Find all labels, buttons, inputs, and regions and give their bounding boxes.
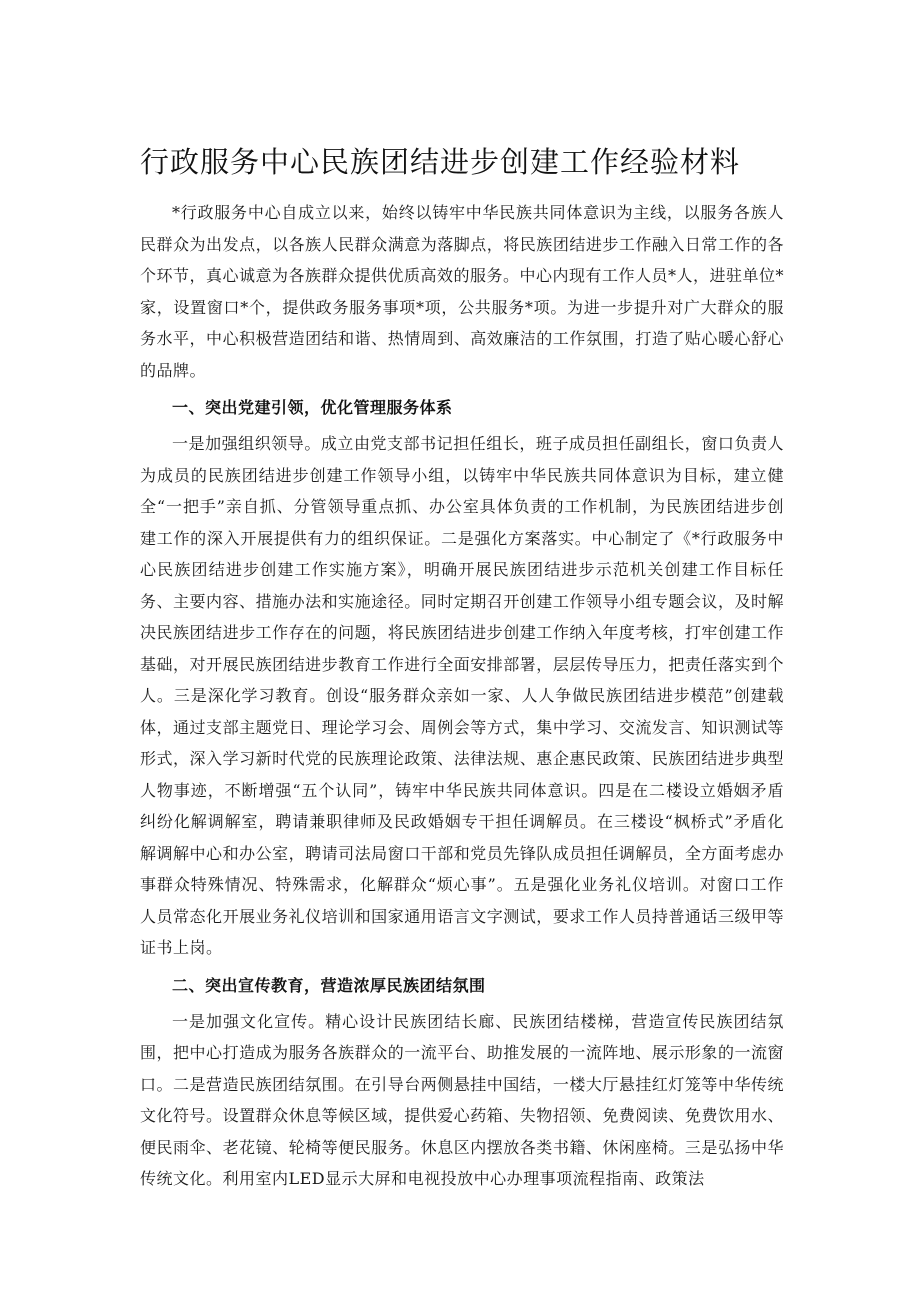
section-paragraph-1: 一是加强组织领导。成立由党支部书记担任组长，班子成员担任副组长，窗口负责人为成员的民族团结进步创建工作领导小组，以铸牢中华民族共同体意识为目标，建立健全“一把手”亲自抓、分管领导重点抓、办公室具体负责的工作机制，为民族团结进步创建工作的深入开展提供有力的组织保证。二是强化方案落实。中心制定了《*行政服务中心民族团结进步创建工作实施方案》，明确开展民族团结进步示范机关创建工作目标任务、主要内容、措施办法和实施途径。同时定期召开创建工作领导小组专题会议，及时解决民族团结进步工作存在的问题，将民族团结进步创建工作纳入年度考核，打牢创建工作基础，对开展民族团结进步教育工作进行全面安排部署，层层传导压力，把责任落实到个人。三是深化学习教育。创设“服务群众亲如一家、人人争做民族团结进步模范”创建载体，通过支部主题党日、理论学习会、周例会等方式，集中学习、交流发言、知识测试等形式，深入学习新时代党的民族理论政策、法律法规、惠企惠民政策、民族团结进步典型人物事迹，不断增强“五个认同”，铸牢中华民族共同体意识。四是在二楼设立婚姻矛盾纠纷化解调解室，聘请兼职律师及民政婚姻专干担任调解员。在三楼设“枫桥式”矛盾化解调解中心和办公室，聘请司法局窗口干部和党员先锋队成员担任调解员，全方面考虑办事群众特殊情况、特殊需求，化解群众“烦心事”。五是强化业务礼仪培训。对窗口工作人员常态化开展业务礼仪培训和国家通用语言文字测试，要求工作人员持普通话三级甲等证书上岗。	[140, 434, 784, 957]
document-title: 行政服务中心民族团结进步创建工作经验材料	[140, 145, 741, 179]
section-paragraph-2: 一是加强文化宣传。精心设计民族团结长廊、民族团结楼梯，营造宣传民族团结氛围，把中心打造成为服务各族群众的一流平台、助推发展的一流阵地、展示形象的一流窗口。二是营造民族团结氛围。在引导台两侧悬挂中国结，一楼大厅悬挂红灯笼等中华传统文化符号。设置群众休息等候区域，提供爱心药箱、失物招领、免费阅读、免费饮用水、便民雨伞、老花镜、轮椅等便民服务。休息区内摆放各类书籍、休闲座椅。三是弘扬中华传统文化。利用室内LED显示大屏和电视投放中心办理事项流程指南、政策法	[140, 1011, 784, 1188]
section-heading-1: 一、突出党建引领，优化管理服务体系	[172, 398, 453, 417]
document-body	[140, 197, 784, 1195]
section-heading-2: 二、突出宣传教育，营造浓厚民族团结氛围	[172, 975, 486, 995]
intro-paragraph: *行政服务中心自成立以来，始终以铸牢中华民族共同体意识为主线，以服务各族人民群众为出发点，以各族人民群众满意为落脚点，将民族团结进步工作融入日常工作的各个环节，真心诚意为各族群众提供优质高效的服务。中心内现有工作人员*人，进驻单位*家，设置窗口*个，提供政务服务事项*项，公共服务*项。为进一步提升对广大群众的服务水平，中心积极营造团结和谐、热情周到、高效廉洁的工作氛围，打造了贴心暖心舒心的品牌。	[140, 203, 785, 380]
